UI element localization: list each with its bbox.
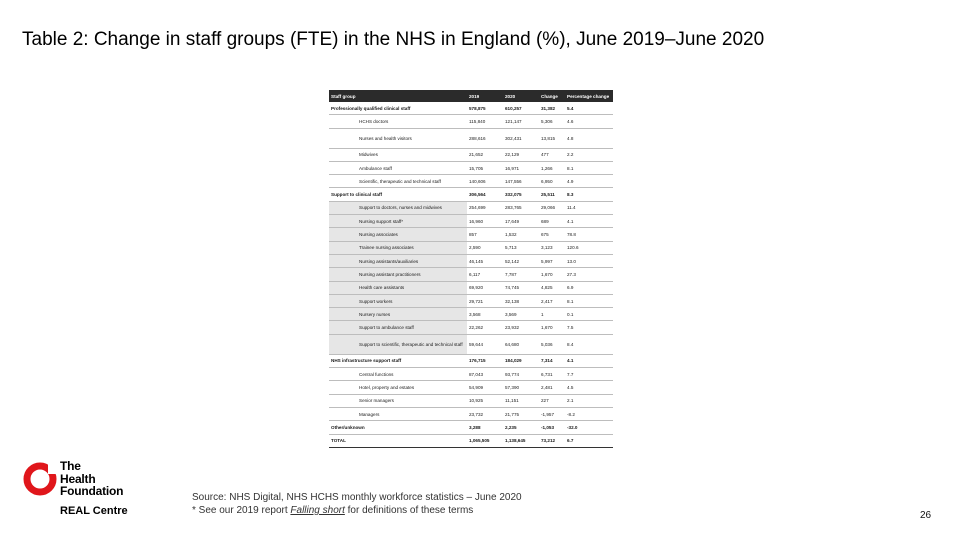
page-number: 26 (920, 510, 932, 521)
table-cell: 1,138,645 (503, 434, 539, 447)
table-cell: 57,390 (503, 381, 539, 394)
table-cell: 4,825 (539, 281, 565, 294)
table-cell: Ambulance staff (329, 161, 467, 174)
table-cell: 31,382 (539, 102, 565, 115)
table-cell: 2,417 (539, 294, 565, 307)
table-cell: Nurses and health visitors (329, 128, 467, 148)
table-cell: 2,481 (539, 381, 565, 394)
table-cell: 254,699 (467, 201, 503, 214)
table-row (329, 188, 613, 201)
table-cell: 7.7 (565, 368, 613, 381)
table-cell: 176,715 (467, 354, 503, 367)
table-cell: 1,266 (539, 161, 565, 174)
table-cell: 3,569 (503, 308, 539, 321)
table-row (329, 254, 613, 267)
table-cell: 69,920 (467, 281, 503, 294)
table-cell: 46,145 (467, 254, 503, 267)
logo-line-3: Foundation (60, 484, 124, 498)
header-percentage-change: Percentage change (565, 90, 613, 102)
table-cell: NHS infrastructure support staff (329, 354, 467, 367)
table-cell: 227 (539, 394, 565, 407)
table-cell: 4.1 (565, 215, 613, 228)
falling-short-link[interactable]: Falling short (290, 505, 345, 516)
table-cell: 1,532 (503, 228, 539, 241)
table-cell: 5,036 (539, 334, 565, 354)
table-cell: 6,117 (467, 268, 503, 281)
table-cell: Midwives (329, 148, 467, 161)
source-line: Source: NHS Digital, NHS HCHS monthly workforce statistics – June 2020 (192, 492, 522, 503)
table-header-row (329, 90, 613, 102)
table-row (329, 434, 613, 447)
table-cell: 4.6 (565, 115, 613, 128)
table-row (329, 368, 613, 381)
table-row (329, 308, 613, 321)
table-cell: 11,151 (503, 394, 539, 407)
table-row (329, 228, 613, 241)
table-cell: 5,713 (503, 241, 539, 254)
table-cell: Senior managers (329, 394, 467, 407)
table-row (329, 421, 613, 434)
table-cell: 332,075 (503, 188, 539, 201)
table-row (329, 201, 613, 214)
table-cell: 2.2 (565, 148, 613, 161)
table-cell: 689 (539, 215, 565, 228)
table-cell: 23,932 (503, 321, 539, 334)
table-cell: 675 (539, 228, 565, 241)
table-cell: 32,138 (503, 294, 539, 307)
table-row (329, 321, 613, 334)
table-cell: 27.3 (565, 268, 613, 281)
table-cell: 302,431 (503, 128, 539, 148)
table-cell: 5,997 (539, 254, 565, 267)
table-cell: 16,971 (503, 161, 539, 174)
table-cell: 17,649 (503, 215, 539, 228)
table-cell: 8.3 (565, 188, 613, 201)
staff-groups-table (329, 90, 613, 448)
table-cell: Nursing support staff* (329, 215, 467, 228)
table-cell: 93,774 (503, 368, 539, 381)
logo-subtitle: REAL Centre (60, 505, 128, 517)
header-2019: 2019 (467, 90, 503, 102)
table-cell: 6,731 (539, 368, 565, 381)
table-cell: -8.2 (565, 407, 613, 420)
table-cell: 6.7 (565, 434, 613, 447)
table-cell: 73,212 (539, 434, 565, 447)
table-cell: 4.5 (565, 381, 613, 394)
table-cell: 2.1 (565, 394, 613, 407)
logo-line-2: Health (60, 471, 96, 486)
table-cell: 115,840 (467, 115, 503, 128)
table-row (329, 281, 613, 294)
table-body (329, 102, 613, 447)
table-cell: 1,670 (539, 268, 565, 281)
logo-line-1: The (60, 459, 81, 473)
table-cell: Support workers (329, 294, 467, 307)
table-cell: 578,875 (467, 102, 503, 115)
table-cell: 22,129 (503, 148, 539, 161)
table-cell: HCHS doctors (329, 115, 467, 128)
table-cell: 78.8 (565, 228, 613, 241)
table-cell: 59,644 (467, 334, 503, 354)
table-cell: Support to doctors, nurses and midwives (329, 201, 467, 214)
table-cell: 283,765 (503, 201, 539, 214)
table-cell: 4.8 (565, 128, 613, 148)
table-row (329, 394, 613, 407)
table-cell: 1,670 (539, 321, 565, 334)
table-cell: 147,556 (503, 175, 539, 188)
table-cell: 0.1 (565, 308, 613, 321)
table-row (329, 268, 613, 281)
table-cell: Scientific, therapeutic and technical staff (329, 175, 467, 188)
table-cell: 8.1 (565, 161, 613, 174)
table-row (329, 102, 613, 115)
header-2020: 2020 (503, 90, 539, 102)
table-row (329, 115, 613, 128)
table-cell: Nursing assistant practitioners (329, 268, 467, 281)
table-row (329, 148, 613, 161)
table-cell: 10,925 (467, 394, 503, 407)
table-cell: 4.9 (565, 175, 613, 188)
table-cell: 16,960 (467, 215, 503, 228)
table-cell: 23,732 (467, 407, 503, 420)
table-cell: 8.4 (565, 334, 613, 354)
table-row (329, 354, 613, 367)
table-cell: -1,053 (539, 421, 565, 434)
table-cell: Central functions (329, 368, 467, 381)
table-cell: 7,787 (503, 268, 539, 281)
table-cell: Support to scientific, therapeutic and technical staff (329, 334, 467, 354)
logo-wordmark (60, 460, 123, 498)
footnote-suffix: for definitions of these terms (347, 505, 474, 516)
table-cell: 1 (539, 308, 565, 321)
table-row (329, 294, 613, 307)
table-cell: 29,721 (467, 294, 503, 307)
footnote-prefix: * See our 2019 report (192, 505, 288, 516)
table-cell: Managers (329, 407, 467, 420)
table-cell: 6,950 (539, 175, 565, 188)
table-cell: 15,705 (467, 161, 503, 174)
header-change: Change (539, 90, 565, 102)
footnote-line (192, 504, 522, 517)
table-row (329, 381, 613, 394)
table-cell: 5.4 (565, 102, 613, 115)
table-cell: 184,029 (503, 354, 539, 367)
table-cell: 4.1 (565, 354, 613, 367)
table-cell: 29,066 (539, 201, 565, 214)
table-row (329, 175, 613, 188)
table-cell: Health care assistants (329, 281, 467, 294)
table-cell: 54,909 (467, 381, 503, 394)
table-cell: 7.5 (565, 321, 613, 334)
table-cell: 3,568 (467, 308, 503, 321)
table-cell: Support to clinical staff (329, 188, 467, 201)
table-cell: 3,123 (539, 241, 565, 254)
table-cell: Nursery nurses (329, 308, 467, 321)
table-cell: 74,745 (503, 281, 539, 294)
table-cell: 3,288 (467, 421, 503, 434)
slide-title: Table 2: Change in staff groups (FTE) in the NHS in England (%), June 2019–June 2020 (22, 29, 765, 50)
table-cell: 2,235 (503, 421, 539, 434)
table-cell: 5,306 (539, 115, 565, 128)
table-cell: 13,815 (539, 128, 565, 148)
table-cell: 13.0 (565, 254, 613, 267)
table-cell: 64,680 (503, 334, 539, 354)
table-cell: TOTAL (329, 434, 467, 447)
table-row (329, 161, 613, 174)
table-cell: 8.1 (565, 294, 613, 307)
source-note (192, 491, 522, 517)
table-cell: Professionally qualified clinical staff (329, 102, 467, 115)
table-cell: Trainee nursing associates (329, 241, 467, 254)
table-cell: Support to ambulance staff (329, 321, 467, 334)
table-cell: -1,957 (539, 407, 565, 420)
table-row (329, 241, 613, 254)
table-cell: Nursing assistants/auxiliaries (329, 254, 467, 267)
table-cell: Hotel, property and estates (329, 381, 467, 394)
table-cell: 21,775 (503, 407, 539, 420)
table-cell: 120.6 (565, 241, 613, 254)
table-cell: 7,314 (539, 354, 565, 367)
table-row (329, 215, 613, 228)
table-cell: Other/unknown (329, 421, 467, 434)
table-cell: 6.9 (565, 281, 613, 294)
table-row (329, 407, 613, 420)
table-cell: 121,147 (503, 115, 539, 128)
table-cell: 610,257 (503, 102, 539, 115)
table-cell: 2,590 (467, 241, 503, 254)
logo-ring-icon (27, 464, 58, 492)
table-cell: 25,511 (539, 188, 565, 201)
table-cell: 306,564 (467, 188, 503, 201)
table-cell: 11.4 (565, 201, 613, 214)
table-row (329, 128, 613, 148)
table-cell: 857 (467, 228, 503, 241)
table-cell: 140,606 (467, 175, 503, 188)
table-cell: 477 (539, 148, 565, 161)
table-cell: 1,065,505 (467, 434, 503, 447)
table-cell: 21,652 (467, 148, 503, 161)
table-cell: 87,043 (467, 368, 503, 381)
table-row (329, 334, 613, 354)
table-cell: 288,616 (467, 128, 503, 148)
table-cell: 52,142 (503, 254, 539, 267)
table-cell: -32.0 (565, 421, 613, 434)
table-cell: Nursing associates (329, 228, 467, 241)
table-cell: 22,262 (467, 321, 503, 334)
header-staff-group: Staff group (329, 90, 467, 102)
